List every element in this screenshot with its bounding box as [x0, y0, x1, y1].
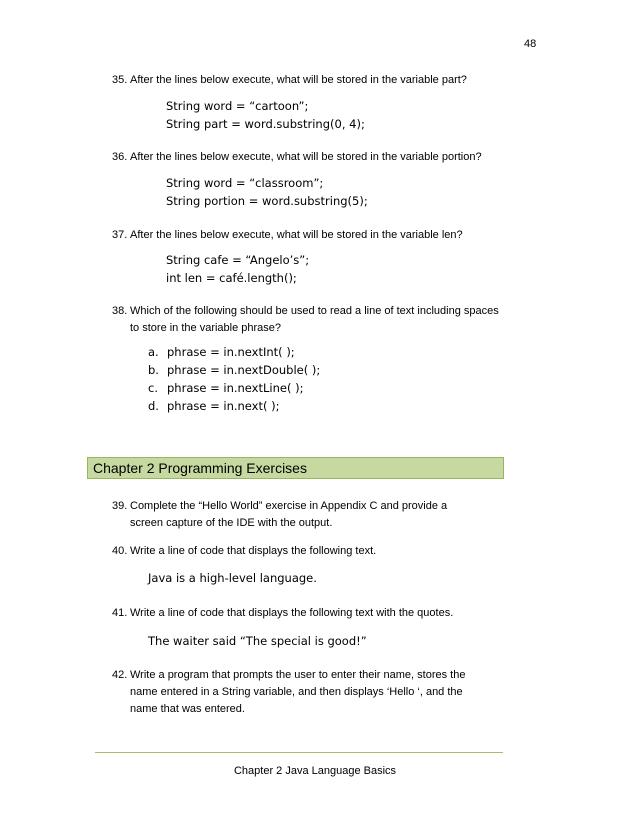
question-text: After the lines below execute, what will be stored in the variable part? [130, 74, 467, 86]
exercise-text: Write a program that prompts the user to enter their name, stores the name entered in a String variable, and then displays ‘Hello ‘, and the name that was entered. [130, 669, 466, 715]
option-text: phrase = in.nextLine( ); [167, 381, 304, 395]
option-d [148, 397, 320, 415]
sample-output-40 [148, 569, 317, 587]
code-line: String word = “cartoon”; [166, 99, 309, 113]
exercise-41 [112, 605, 512, 622]
question-number: 35. [112, 74, 128, 86]
option-letter: c. [148, 381, 158, 395]
question-number: 36. [112, 151, 128, 163]
exercise-42 [112, 667, 487, 718]
exercise-text: Complete the “Hello World” exercise in Appendix C and provide a screen capture of the IDE with the output. [130, 500, 448, 529]
code-block-36 [166, 174, 368, 210]
question-36 [112, 149, 512, 166]
options-38 [148, 343, 320, 415]
option-b [148, 361, 320, 379]
question-text: Which of the following should be used to read a line of text including spaces to store in the variable phrase? [130, 305, 499, 334]
exercise-number: 42. [112, 669, 128, 681]
sample-text: The waiter said “The special is good!” [148, 634, 367, 648]
exercise-text: Write a line of code that displays the following text with the quotes. [130, 607, 454, 619]
code-line: int len = café.length(); [166, 271, 297, 285]
code-line: String word = “classroom”; [166, 176, 324, 190]
sample-output-41 [148, 632, 367, 650]
question-number: 37. [112, 229, 128, 241]
footer-title: Chapter 2 Java Language Basics [233, 765, 397, 777]
option-a [148, 343, 320, 361]
question-37 [112, 227, 512, 244]
question-38 [112, 303, 502, 337]
option-c [148, 379, 320, 397]
question-35 [112, 72, 512, 89]
exercise-40 [112, 543, 512, 560]
question-text: After the lines below execute, what will be stored in the variable len? [130, 229, 463, 241]
option-text: phrase = in.nextDouble( ); [167, 363, 321, 377]
code-block-37 [166, 251, 309, 287]
code-block-35 [166, 97, 365, 133]
code-line: String cafe = “Angelo’s”; [166, 253, 310, 267]
option-letter: a. [148, 345, 159, 359]
page-number: 48 [524, 38, 537, 50]
exercise-text: Write a line of code that displays the following text. [130, 545, 377, 557]
sample-text: Java is a high-level language. [148, 571, 317, 585]
section-header: Chapter 2 Programming Exercises [87, 457, 504, 479]
option-letter: d. [148, 399, 159, 413]
exercise-number: 40. [112, 545, 128, 557]
exercise-number: 41. [112, 607, 128, 619]
question-number: 38. [112, 305, 128, 317]
code-line: String part = word.substring(0, 4); [166, 117, 365, 131]
question-text: After the lines below execute, what will be stored in the variable portion? [130, 151, 482, 163]
exercise-number: 39. [112, 500, 128, 512]
option-text: phrase = in.nextInt( ); [167, 345, 295, 359]
exercise-39 [112, 498, 482, 532]
option-text: phrase = in.next( ); [167, 399, 280, 413]
code-line: String portion = word.substring(5); [166, 194, 368, 208]
footer-divider [95, 752, 503, 753]
option-letter: b. [148, 363, 159, 377]
